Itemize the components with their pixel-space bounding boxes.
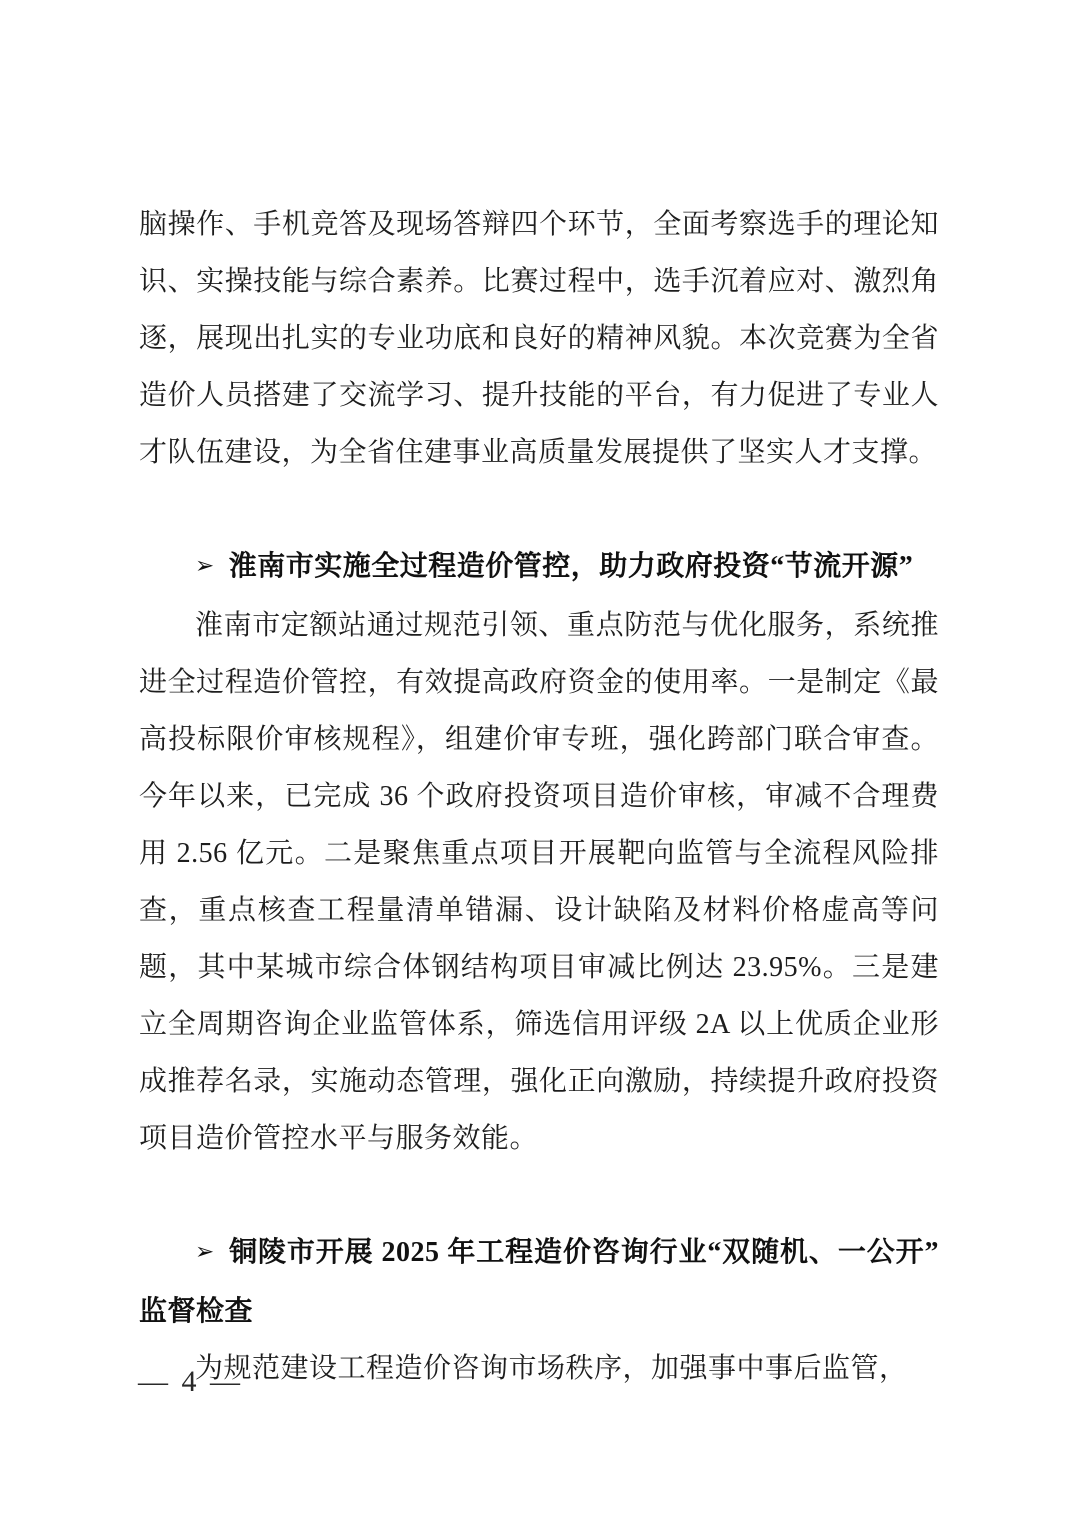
section-heading-tongling: [139, 1224, 939, 1340]
section-heading-text: 铜陵市开展 2025 年工程造价咨询行业“双随机、一公开”监督检查: [139, 1237, 939, 1327]
arrow-bullet-icon: ➢: [195, 1239, 215, 1265]
document-content: [139, 196, 939, 1397]
section-heading-huainan: [139, 538, 939, 597]
section-body-huainan: 淮南市定额站通过规范引领、重点防范与优化服务，系统推进全过程造价管控，有效提高政府资金的使用率。一是制定《最高投标限价审核规程》，组建价审专班，强化跨部门联合审查。今年以来，已完成 36 个政府投资项目造价审核，审减不合理费用 2.56 亿元。二是聚焦重点项目开展靶向监管与全流程风险排查，重点核查工程量清单错漏、设计缺陷及材料价格虚高等问题，其中某城市综合体钢结构项目审减比例达 23.95%。三是建立全周期咨询企业监管体系，筛选信用评级 2A 以上优质企业形成推荐名录，实施动态管理，强化正向激励，持续提升政府投资项目造价管控水平与服务效能。: [139, 610, 939, 1154]
page-number: — 4 —: [138, 1365, 243, 1398]
paragraph-continuation: 脑操作、手机竞答及现场答辩四个环节，全面考察选手的理论知识、实操技能与综合素养。比赛过程中，选手沉着应对、激烈角逐，展现出扎实的专业功底和良好的精神风貌。本次竞赛为全省造价人员搭建了交流学习、提升技能的平台，有力促进了专业人才队伍建设，为全省住建事业高质量发展提供了坚实人才支撑。: [139, 209, 939, 468]
section-body-tongling: 为规范建设工程造价咨询市场秩序，加强事中事后监管，: [195, 1353, 908, 1384]
section-heading-text: 淮南市实施全过程造价管控，助力政府投资“节流开源”: [228, 551, 914, 582]
arrow-bullet-icon: ➢: [195, 553, 215, 579]
